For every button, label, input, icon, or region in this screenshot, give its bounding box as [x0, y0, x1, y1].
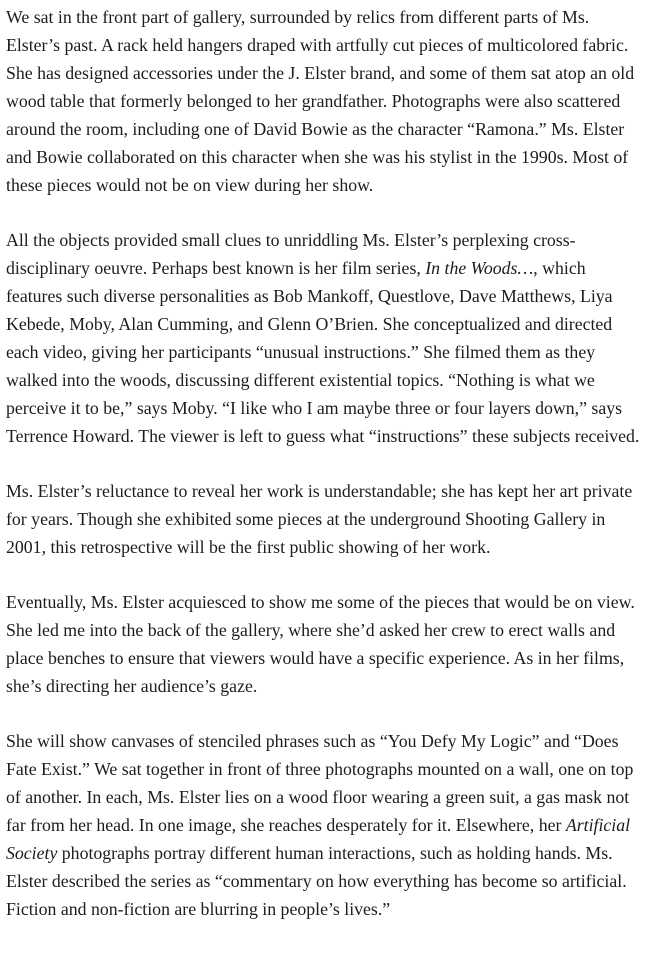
paragraph-4 [6, 588, 645, 700]
film-series-title: In the Woods… [425, 258, 534, 278]
paragraph-5 [6, 727, 645, 923]
photo-series-title: Artificial Society [6, 815, 631, 863]
paragraph-2-text-after: , which features such diverse personalities as Bob Mankoff, Questlove, Dave Matthews, Liya Kebede, Moby, Alan Cumming, and Glenn O’Brien. She conceptualized and directed each video, giving her participants “unusual instructions.” She filmed them as they walked into the woods, discussing different existential topics. “Nothing is what we perceive it to be,” says Moby. “I like who I am maybe three or four layers down,” says Terrence Howard. The viewer is left to guess what “instructions” these subjects received. [6, 258, 640, 446]
paragraph-3-text: Ms. Elster’s reluctance to reveal her work is understandable; she has kept her art private for years. Though she exhibited some pieces at the underground Shooting Gallery in 2001, this retrospective will be the first public showing of her work. [6, 481, 633, 557]
paragraph-3 [6, 477, 645, 561]
paragraph-1 [6, 3, 645, 199]
paragraph-5-text-before: She will show canvases of stenciled phrases such as “You Defy My Logic” and “Does Fate Exist.” We sat together in front of three photographs mounted on a wall, one on top of another. In each, Ms. Elster lies on a wood floor wearing a green suit, a gas mask not far from her head. In one image, she reaches desperately for it. Elsewhere, her [6, 731, 634, 835]
paragraph-2-text-before: All the objects provided small clues to unriddling Ms. Elster’s perplexing cross-disciplinary oeuvre. Perhaps best known is her film series, [6, 230, 576, 278]
paragraph-4-text: Eventually, Ms. Elster acquiesced to show me some of the pieces that would be on view. She led me into the back of the gallery, where she’d asked her crew to erect walls and place benches to ensure that viewers would have a specific experience. As in her films, she’s directing her audience’s gaze. [6, 592, 635, 696]
paragraph-1-text: We sat in the front part of gallery, surrounded by relics from different parts of Ms. Elster’s past. A rack held hangers draped with artfully cut pieces of multicolored fabric. She has designed accessories under the J. Elster brand, and some of them sat atop an old wood table that formerly belonged to her grandfather. Photographs were also scattered around the room, including one of David Bowie as the character “Ramona.” Ms. Elster and Bowie collaborated on this character when she was his stylist in the 1990s. Most of these pieces would not be on view during her show. [6, 7, 635, 195]
paragraph-2 [6, 226, 645, 450]
paragraph-5-text-after: photographs portray different human interactions, such as holding hands. Ms. Elster described the series as “commentary on how everything has become so artificial. Fiction and non-fiction are blurring in people’s lives.” [6, 843, 627, 919]
